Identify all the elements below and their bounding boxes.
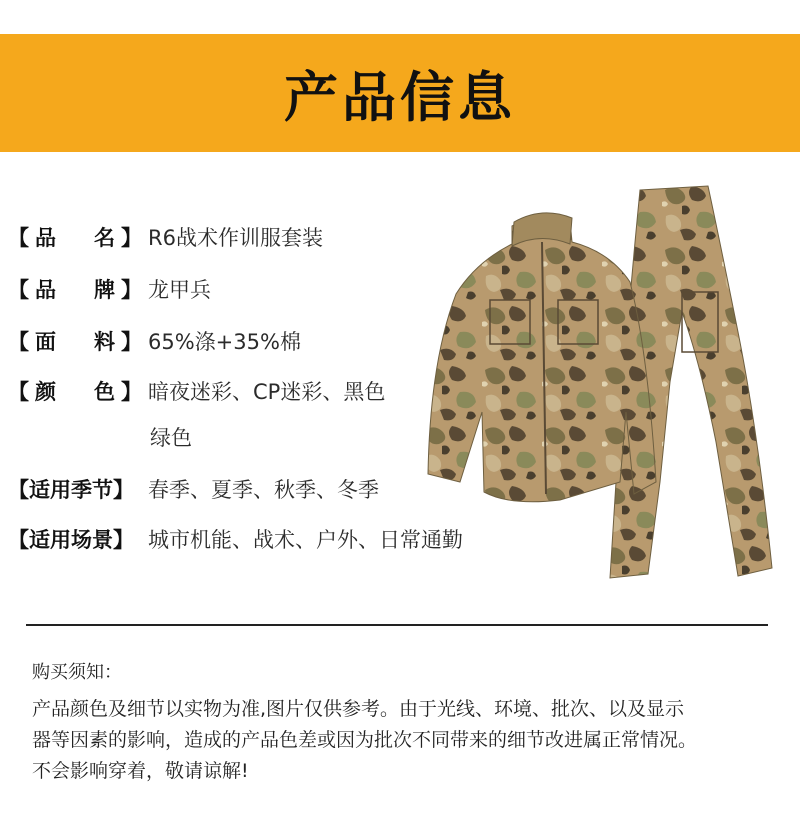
header-banner	[0, 34, 800, 152]
spec-value: 暗夜迷彩、CP迷彩、黑色	[148, 380, 386, 404]
spec-label: 【适用场景】	[8, 528, 134, 552]
notice-line: 不会影响穿着，敬请谅解!	[32, 760, 249, 782]
spec-label: 【 颜 色 】	[8, 380, 142, 404]
spec-value: 城市机能、战术、户外、日常通勤	[148, 528, 463, 552]
camo-uniform-set-image	[420, 182, 800, 582]
spec-row-name	[8, 222, 323, 252]
notice-line: 产品颜色及细节以实物为准,图片仅供参考。由于光线、环境、批次、以及显示	[32, 698, 685, 720]
purchase-notice	[32, 658, 772, 787]
spec-row-brand	[8, 274, 211, 304]
spec-row-season	[8, 474, 379, 504]
spec-value: 龙甲兵	[148, 278, 211, 302]
spec-value-continued: 绿色	[150, 426, 192, 450]
product-image	[420, 182, 800, 582]
section-divider	[26, 624, 768, 626]
notice-line: 器等因素的影响，造成的产品色差或因为批次不同带来的细节改进属正常情况。	[32, 729, 698, 751]
spec-label: 【 品 名 】	[8, 226, 142, 250]
notice-title: 购买须知：	[32, 662, 122, 683]
spec-row-fabric	[8, 326, 301, 356]
spec-value: 春季、夏季、秋季、冬季	[148, 478, 379, 502]
spec-row-color	[8, 376, 385, 406]
spec-row-scene	[8, 524, 463, 554]
spec-label: 【 面 料 】	[8, 330, 142, 354]
spec-value: 65%涤+35%棉	[148, 330, 301, 354]
spec-label: 【 品 牌 】	[8, 278, 142, 302]
spec-label: 【适用季节】	[8, 478, 134, 502]
page-title: 产品信息	[284, 65, 516, 129]
spec-value: R6战术作训服套装	[148, 226, 323, 250]
